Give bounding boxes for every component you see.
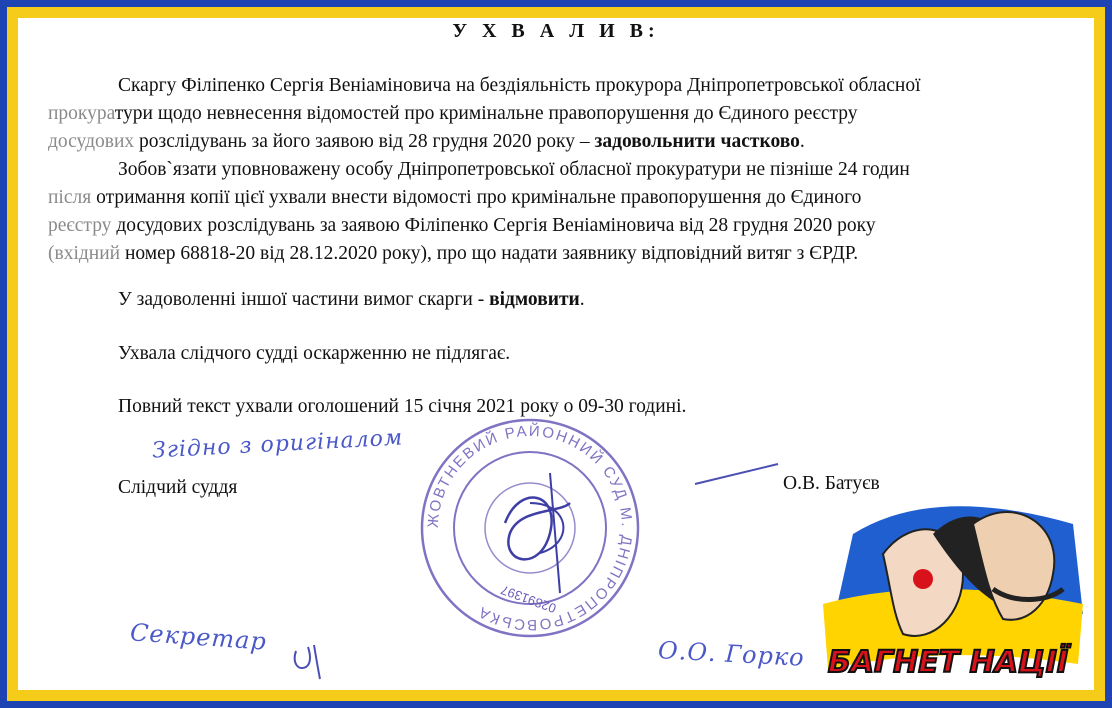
document-heading: У Х В А Л И В: xyxy=(452,20,660,42)
p2-faded-word1: після xyxy=(48,187,92,208)
court-stamp xyxy=(410,413,650,643)
paragraph-1 xyxy=(48,72,1086,100)
p1-period: . xyxy=(799,131,805,152)
paragraph-1-line2 xyxy=(48,100,1086,128)
p1-decision: задовольнити частково xyxy=(594,131,800,152)
p2-faded-word2: реєстру xyxy=(48,215,112,236)
handwritten-certification: Згідно з оригіналом xyxy=(151,425,404,464)
handwritten-secretary: Секретар xyxy=(129,618,268,656)
p3-decision: відмовити xyxy=(489,289,580,310)
judge-signature-scribble xyxy=(505,498,570,560)
stamp-ring-text: ЖОВТНЕВИЙ РАЙОННИЙ СУД М. ДНІПРОПЕТРОВСЬКА xyxy=(424,422,636,634)
paragraph-2-line4 xyxy=(48,240,1086,268)
p2-line4: номер 68818-20 від 28.12.2020 року), про що надати заявнику відповідний витяг з ЄРДР. xyxy=(120,243,859,264)
judge-label: Слідчий суддя xyxy=(118,477,238,498)
p3-period: . xyxy=(579,289,585,310)
paragraph-2-line3 xyxy=(48,212,1086,240)
p1-faded-word1: прокура xyxy=(48,103,115,124)
paragraph-2-line2 xyxy=(48,184,1086,212)
paragraph-5: Повний текст ухвали оголошений 15 січня 2021 року о 09-30 годині. xyxy=(118,396,687,417)
p1-faded-word2: досудових xyxy=(48,131,135,152)
paragraph-1-line3 xyxy=(48,128,1086,156)
p2-line3: досудових розслідувань за заявою Філіпенко Сергія Веніаміновича від 28 грудня 2020 року xyxy=(111,215,876,236)
document-page xyxy=(18,18,1094,690)
paragraph-2-line1 xyxy=(48,156,1086,184)
judge-name: О.В. Батуєв xyxy=(783,473,880,494)
handwritten-signature-name: О.О. Горко xyxy=(657,636,806,672)
p1-line3: розслідувань за його заявою від 28 грудня 2020 року – xyxy=(134,131,595,152)
judge-signature-stroke xyxy=(693,458,783,488)
p1-line2: тури щодо невнесення відомостей про кримінальне правопорушення до Єдиного реєстру xyxy=(114,103,858,124)
p2-faded-word3: (вхідний xyxy=(48,243,121,264)
p2-line1: Зобов`язати уповноважену особу Дніпропетровської обласної прокуратури не пізніше 24 годин xyxy=(118,159,910,180)
paragraph-3 xyxy=(118,289,585,311)
paragraph-4: Ухвала слідчого судді оскарженню не підлягає. xyxy=(118,343,511,364)
stamp-code: 02891397 xyxy=(498,582,559,617)
p3-text: У задоволенні іншої частини вимог скарги - xyxy=(118,289,490,310)
p1-line1: Скаргу Філіпенко Сергія Веніаміновича на бездіяльність прокурора Дніпропетровської обласної xyxy=(118,75,921,96)
logo-text: БАГНЕТ НАЦІЇ xyxy=(827,645,1069,680)
p2-line2: отримання копії цієї ухвали внести відомості про кримінальне правопорушення до Єдиного xyxy=(91,187,862,208)
secretary-signature-mark xyxy=(288,633,348,683)
bagnet-natsii-logo xyxy=(813,494,1083,690)
